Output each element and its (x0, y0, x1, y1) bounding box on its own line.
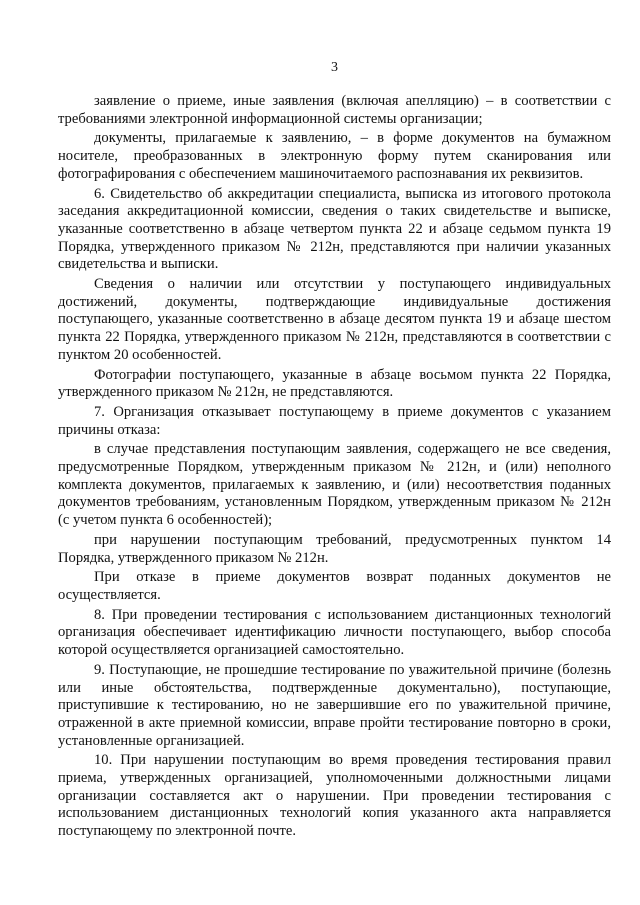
paragraph-no-return: При отказе в приеме документов возврат поданных документов не осуществляется. (58, 569, 611, 603)
paragraph-photographs: Фотографии поступающего, указанные в абзаце восьмом пункта 22 Порядка, утвержденного приказом № 212н, не представляются. (58, 366, 611, 401)
paragraph-refusal-case-violation: при нарушении поступающим требований, предусмотренных пунктом 14 Порядка, утвержденного приказом № 212н. (58, 531, 611, 566)
paragraph-item-7-refusal: 7. Организация отказывает поступающему в приеме документов с указанием причины отказа: (58, 403, 611, 438)
paragraph-individual-achievements: Сведения о наличии или отсутствии у поступающего индивидуальных достижений, документы, подтверждающие индивидуальные достижения поступающего, указанные соответственно в абзаце десятом пункта 19 и абзаце шестом пункта 22 Порядка, утвержденного приказом № 212н, представляются в соответствии с пунктом 20 особенностей. (58, 276, 611, 363)
paragraph-attached-documents: документы, прилагаемые к заявлению, – в форме документов на бумажном носителе, преобразованных в электронную форму путем сканирования или фотографирования с обеспечением машиночитаемого распознавания их реквизитов. (58, 130, 611, 182)
paragraph-refusal-case-incomplete: в случае представления поступающим заявления, содержащего не все сведения, предусмотренные Порядком, утвержденным приказом № 212н, и (или) неполного комплекта документов, прилагаемых к заявлению, и (или) несоответствия поданных документов требованиям, установленным Порядком, утвержденным приказом № 212н (с учетом пункта 6 особенностей); (58, 441, 611, 529)
paragraph-item-6-accreditation: 6. Свидетельство об аккредитации специалиста, выписка из итогового протокола заседания аккредитационной комиссии, сведения о таких свидетельстве и выписке, указанные соответственно в абзаце четвертом пункта 22 и абзаце седьмом пункта 19 Порядка, утвержденного приказом № 212н, представляются при наличии указанных свидетельства и выписки. (58, 185, 611, 273)
paragraph-item-10-violation-act: 10. При нарушении поступающим во время проведения тестирования правил приема, утвержденных организацией, уполномоченными должностными лицами организации составляется акт о нарушении. При проведении тестирования с использованием дистанционных технологий копия указанного акта направляется поступающему по электронной почте. (58, 752, 611, 840)
paragraph-item-9-retest: 9. Поступающие, не прошедшие тестирование по уважительной причине (болезнь или иные обстоятельства, подтвержденные документально), поступающие, приступившие к тестированию, но не завершившие его по уважительной причине, отраженной в акте приемной комиссии, вправе пройти тестирование повторно в сроки, установленные организацией. (58, 661, 611, 749)
paragraph-application-forms: заявление о приеме, иные заявления (включая апелляцию) – в соответствии с требованиями электронной информационной системы организации; (58, 93, 611, 127)
paragraph-item-8-identification: 8. При проведении тестирования с использованием дистанционных технологий организация обеспечивает идентификацию личности поступающего, выбор способа которой осуществляется организацией самостоятельно. (58, 606, 611, 659)
page-number: 3 (331, 60, 338, 75)
